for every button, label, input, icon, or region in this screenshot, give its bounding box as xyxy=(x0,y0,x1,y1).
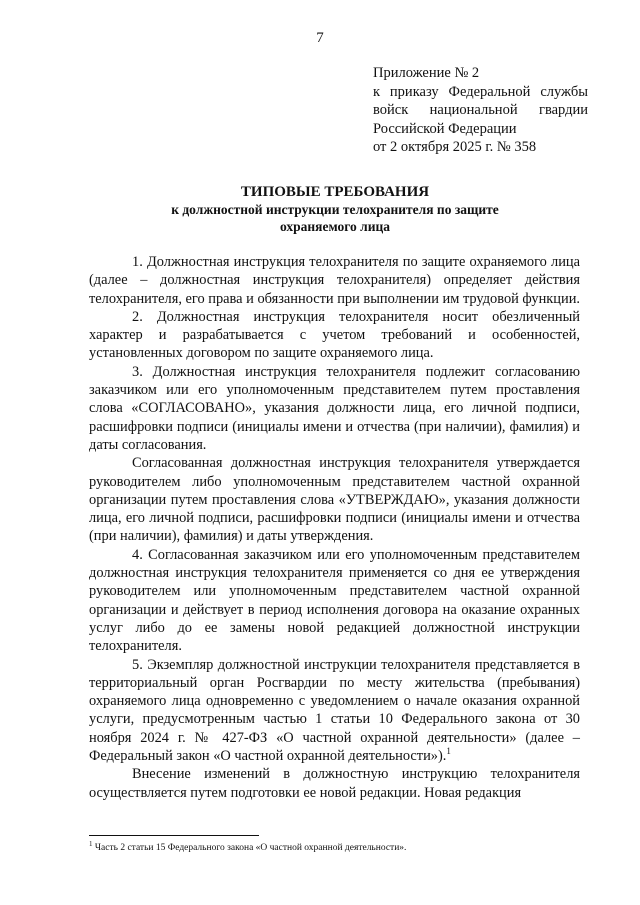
title-heading: ТИПОВЫЕ ТРЕБОВАНИЯ xyxy=(240,184,430,200)
document-title xyxy=(90,183,580,235)
paragraph: Согласованная должностная инструкция телохранителя утверждается руководителем либо уполномоченным представителем частной охранной организации путем проставления слова «УТВЕРЖДАЮ», указания должности лица, его личной подписи, расшифровки подписи (инициалы имени и отчества (при наличии), фамилия) и даты утверждения. xyxy=(89,455,580,545)
appendix-line: Приложение № 2 xyxy=(373,65,480,81)
document-body xyxy=(89,253,580,802)
paragraph: 2. Должностная инструкция телохранителя носит обезличенный характер и разрабатывается с учетом требований и особенностей, установленных договором по защите охраняемого лица. xyxy=(89,308,580,362)
paragraph xyxy=(89,656,580,766)
title-subheading: к должностной инструкции телохранителя по защите xyxy=(171,202,499,217)
appendix-line: к приказу Федеральной службы xyxy=(373,83,588,100)
page-number: 7 xyxy=(316,30,324,46)
footnote xyxy=(89,838,580,854)
paragraph: 4. Согласованная заказчиком или его уполномоченным представителем должностная инструкция телохранителя применяется со дня ее утверждения руководителем или уполномоченным представителем частной охранной организации и действует в период исполнения договора на оказание охранных услуг либо до ее замены новой редакцией должностной инструкции телохранителя. xyxy=(89,546,580,655)
paragraph-text: 5. Экземпляр должностной инструкции телохранителя представляется в территориальный орган Росгвардии по месту жительства (пребывания) охраняемого лица одновременно с уведомлением о начале оказания охранной услуги, предусмотренным частью 1 статьи 10 Федерального закона от 30 ноября 2024 г. № 427-ФЗ «О частной охранной деятельности» (далее – Федеральный закон «О частной охранной деятельности»). xyxy=(89,656,580,765)
paragraph: 1. Должностная инструкция телохранителя по защите охраняемого лица (далее – должностная инструкция телохранителя) определяет действия телохранителя, его права и обязанности при выполнении им трудовой функции. xyxy=(89,254,580,307)
appendix-line: от 2 октября 2025 г. № 358 xyxy=(373,139,537,155)
appendix-line: войск национальной гвардии xyxy=(373,102,588,118)
footnote-divider xyxy=(89,835,259,836)
footnote-reference: 1 xyxy=(446,746,451,757)
paragraph: Внесение изменений в должностную инструкцию телохранителя осуществляется путем подготовки ее новой редакции. Новая редакция xyxy=(89,766,580,801)
footnote-marker: 1 xyxy=(89,840,93,848)
appendix-header xyxy=(373,64,588,157)
title-subheading: охраняемого лица xyxy=(279,219,391,234)
appendix-line: Российской Федерации xyxy=(373,120,517,137)
footnote-text: Часть 2 статьи 15 Федерального закона «О частной охранной деятельности». xyxy=(94,843,407,854)
paragraph: 3. Должностная инструкция телохранителя подлежит согласованию заказчиком или его уполномоченным представителем путем проставления слова «СОГЛАСОВАНО», указания должности лица, его личной подписи, расшифровки подписи (инициалы имени и отчества (при наличии), фамилия) и даты согласования. xyxy=(89,363,580,453)
